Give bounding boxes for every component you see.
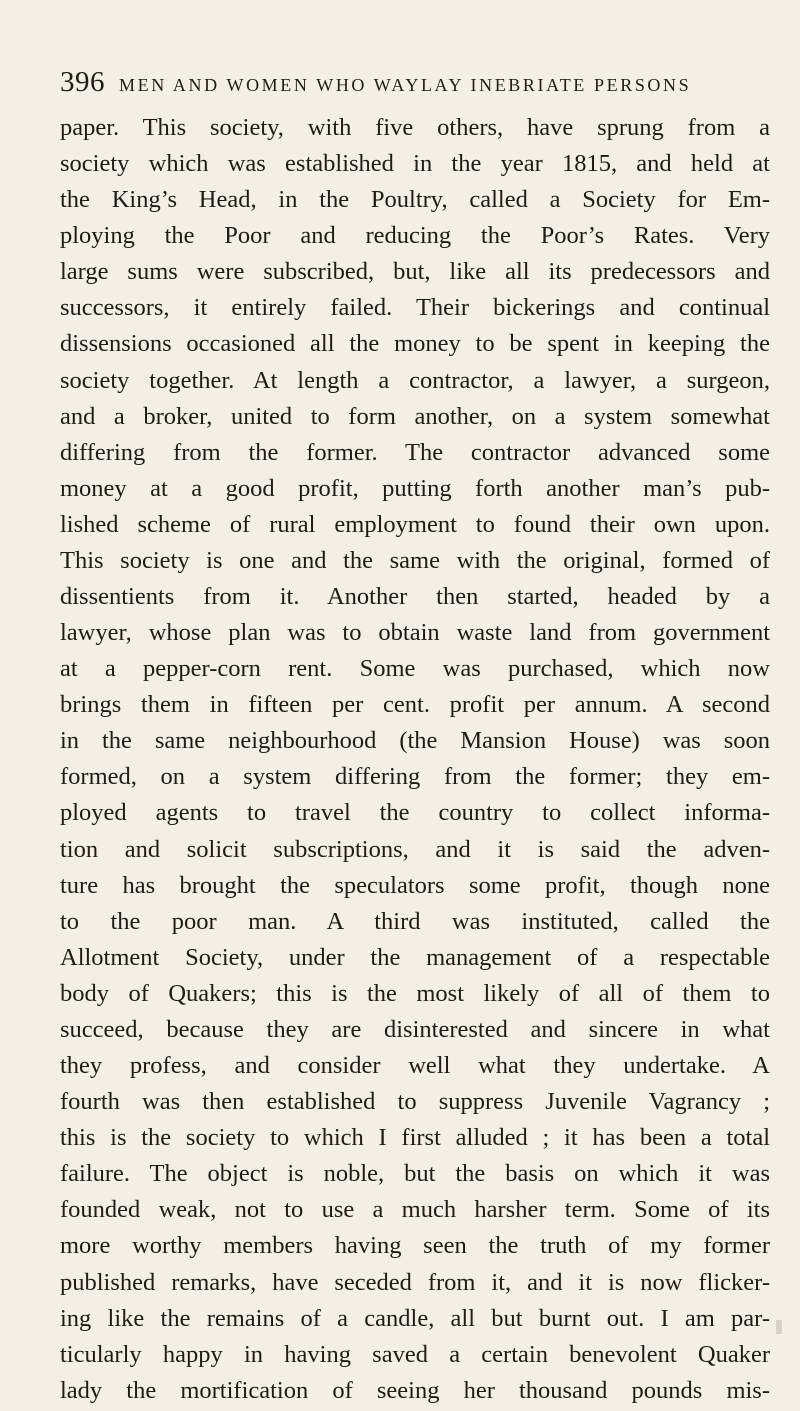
text-line: and a broker, united to form another, on a system somewhat (60, 402, 770, 430)
text-line: the King’s Head, in the Poultry, called a Society for Em- (60, 186, 770, 214)
text-line: body of Quakers; this is the most likely of all of them to (60, 979, 770, 1007)
text-line: large sums were subscribed, but, like all its predecessors and (60, 258, 770, 286)
text-line: tion and solicit subscriptions, and it is said the adven- (60, 835, 770, 863)
text-line: successors, it entirely failed. Their bickerings and continual (60, 294, 770, 322)
text-line: dissentients from it. Another then started, headed by a (60, 583, 770, 611)
text-line: differing from the former. The contractor advanced some (60, 438, 770, 466)
text-line: failure. The object is noble, but the basis on which it was (60, 1160, 770, 1188)
text-line: in the same neighbourhood (the Mansion House) was soon (60, 727, 770, 755)
text-line: lished scheme of rural employment to found their own upon. (60, 510, 770, 538)
text-line: founded weak, not to use a much harsher term. Some of its (60, 1196, 770, 1224)
text-line: society which was established in the year 1815, and held at (60, 150, 770, 178)
text-line: at a pepper-corn rent. Some was purchased, which now (60, 655, 770, 683)
text-line: brings them in fifteen per cent. profit per annum. A second (60, 691, 770, 719)
text-line: this is the society to which I first alluded ; it has been a total (60, 1124, 770, 1152)
text-line: Allotment Society, under the management of a respectable (60, 943, 770, 971)
text-line: succeed, because they are disinterested and sincere in what (60, 1015, 770, 1043)
page-header (60, 66, 740, 106)
page-number: 396 (60, 66, 105, 98)
text-line: money at a good profit, putting forth another man’s pub- (60, 474, 770, 502)
text-line: ployed agents to travel the country to collect informa- (60, 799, 770, 827)
body-text (60, 110, 770, 1409)
text-line: ticularly happy in having saved a certain benevolent Quaker (60, 1340, 770, 1368)
text-line: lawyer, whose plan was to obtain waste land from government (60, 619, 770, 647)
text-line: This society is one and the same with the original, formed of (60, 546, 770, 574)
text-line: ploying the Poor and reducing the Poor’s Rates. Very (60, 222, 770, 250)
text-line: published remarks, have seceded from it, and it is now flicker- (60, 1268, 770, 1296)
text-line: fourth was then established to suppress Juvenile Vagrancy ; (60, 1088, 770, 1116)
text-line: ture has brought the speculators some profit, though none (60, 871, 770, 899)
text-line: to the poor man. A third was instituted, called the (60, 907, 770, 935)
text-line: more worthy members having seen the truth of my former (60, 1232, 770, 1260)
running-head: MEN AND WOMEN WHO WAYLAY INEBRIATE PERSONS (119, 75, 692, 95)
text-line: dissensions occasioned all the money to be spent in keeping the (60, 330, 770, 358)
text-line: paper. This society, with five others, have sprung from a (60, 114, 770, 141)
text-line: they profess, and consider well what they undertake. A (60, 1052, 770, 1080)
text-line: ing like the remains of a candle, all but burnt out. I am par- (60, 1304, 770, 1332)
text-line: formed, on a system differing from the former; they em- (60, 763, 770, 791)
text-line: society together. At length a contractor, a lawyer, a surgeon, (60, 366, 770, 394)
page-edge-mark (776, 1320, 782, 1334)
text-line: lady the mortification of seeing her thousand pounds mis- (60, 1376, 770, 1404)
